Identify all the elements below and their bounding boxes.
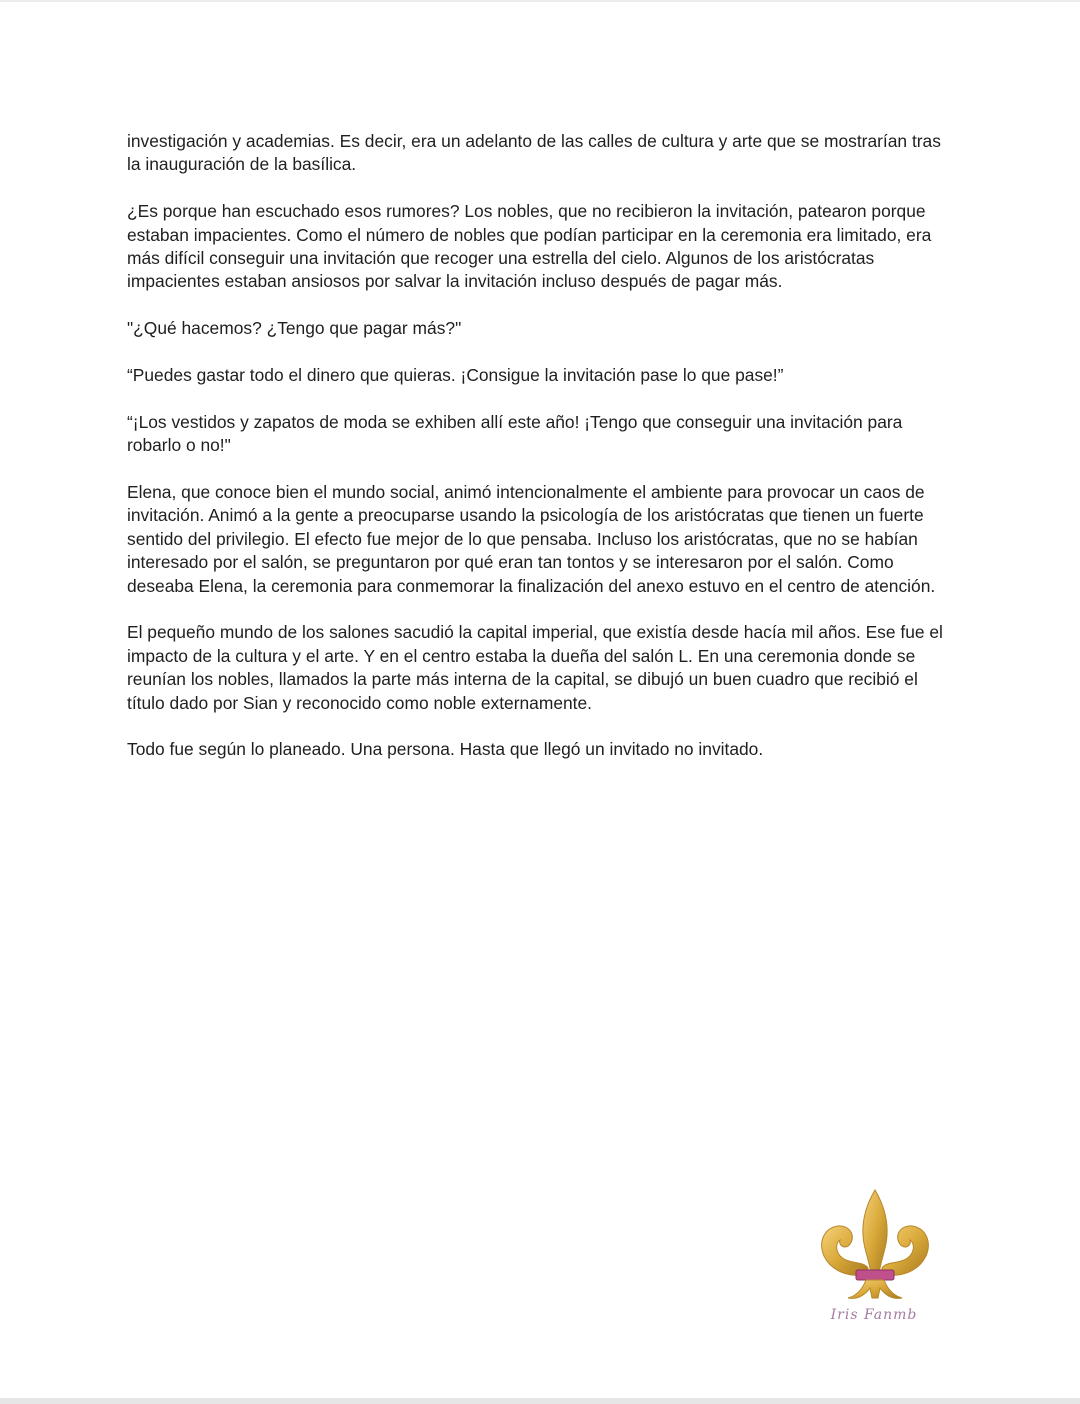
bottom-bar <box>0 1398 1080 1404</box>
dialogue-line: “¡Los vestidos y zapatos de moda se exhiben allí este año! ¡Tengo que conseguir una invitación para robarlo o no!" <box>127 411 903 456</box>
dialogue-line: "¿Qué hacemos? ¿Tengo que pagar más?" <box>127 318 462 339</box>
paragraph: investigación y academias. Es decir, era un adelanto de las calles de cultura y arte que se mostrarían tras la inauguración de la basílica. <box>127 131 941 175</box>
paragraph: Todo fue según lo planeado. Una persona. Hasta que llegó un invitado no invitado. <box>127 739 764 760</box>
document-body <box>127 130 953 785</box>
dialogue-line: “Puedes gastar todo el dinero que quieras. ¡Consigue la invitación pase lo que pase!” <box>127 365 784 386</box>
watermark-signature: Iris Fanmb <box>830 1307 918 1323</box>
paragraph: ¿Es porque han escuchado esos rumores? Los nobles, que no recibieron la invitación, patearon porque estaban impacientes. Como el número de nobles que podían participar en la ceremonia era limitado, era más difícil conseguir una invitación que recoger una estrella del cielo. Algunos de los aristócratas impacientes estaban ansiosos por salvar la invitación incluso después de pagar más. <box>127 201 932 292</box>
paragraph: El pequeño mundo de los salones sacudió la capital imperial, que existía desde hacía mil años. Ese fue el impacto de la cultura y el arte. Y en el centro estaba la dueña del salón L. En una ceremonia donde se reunían los nobles, llamados la parte más interna de la capital, se dibujó un buen cuadro que recibió el título dado por Sian y reconocido como noble externamente. <box>127 622 943 713</box>
document-page <box>0 2 1080 1398</box>
paragraph: Elena, que conoce bien el mundo social, animó intencionalmente el ambiente para provocar un caos de invitación. Animó a la gente a preocuparse usando la psicología de los aristócratas que tienen un fuerte sentido del privilegio. El efecto fue mejor de lo que pensaba. Incluso los aristócratas, que no se habían interesado por el salón, se preguntaron por qué eran tan tontos y se interesaron por el salón. Como deseaba Elena, la ceremonia para conmemorar la finalización del anexo estuvo en el centro de atención. <box>127 482 936 596</box>
